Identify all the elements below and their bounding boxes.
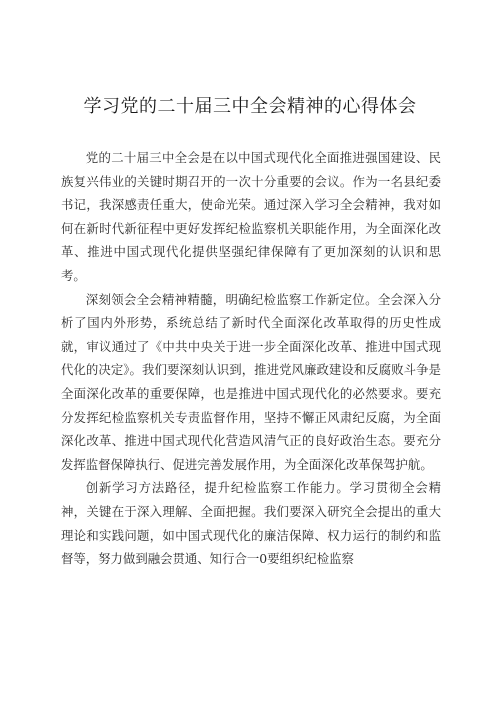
document-title: 学习党的二十届三中全会精神的心得体会 <box>83 96 417 117</box>
document-body <box>61 146 441 571</box>
paragraph-spirit: 深刻领会全会精神精髓，明确纪检监察工作新定位。全会深入分析了国内外形势，系统总结了新时代全面深化改革取得的历史性成就，审议通过了《中共中央关于进一步全面深化改革、推进中国式现代化的决定》。我们要深刻认识到，推进党风廉政建设和反腐败斗争是全面深化改革的重要保障，也是推进中国式现代化的必然要求。要充分发挥纪检监察机关专责监督作用，坚持不懈正风肃纪反腐，为全面深化改革、推进中国式现代化营造风清气正的良好政治生态。要充分发挥监督保障执行、促进完善发展作用，为全面深化改革保驾护航。 <box>61 291 441 472</box>
paragraph-method: 创新学习方法路径，提升纪检监察工作能力。学习贯彻全会精神，关键在于深入理解、全面把握。我们要深入研究全会提出的重大理论和实践问题，如中国式现代化的廉洁保障、权力运行的制约和监督等，努力做到融会贯通、知行合一0要组织纪检监察 <box>61 480 441 567</box>
paragraph-intro: 党的二十届三中全会是在以中国式现代化全面推进强国建设、民族复兴伟业的关键时期召开的一次十分重要的会议。作为一名县纪委书记，我深感责任重大，使命光荣。通过深入学习全会精神，我对如何在新时代新征程中更好发挥纪检监察机关职能作用，为全面深化改革、推进中国式现代化提供坚强纪律保障有了更加深刻的认识和思考。 <box>61 150 441 283</box>
